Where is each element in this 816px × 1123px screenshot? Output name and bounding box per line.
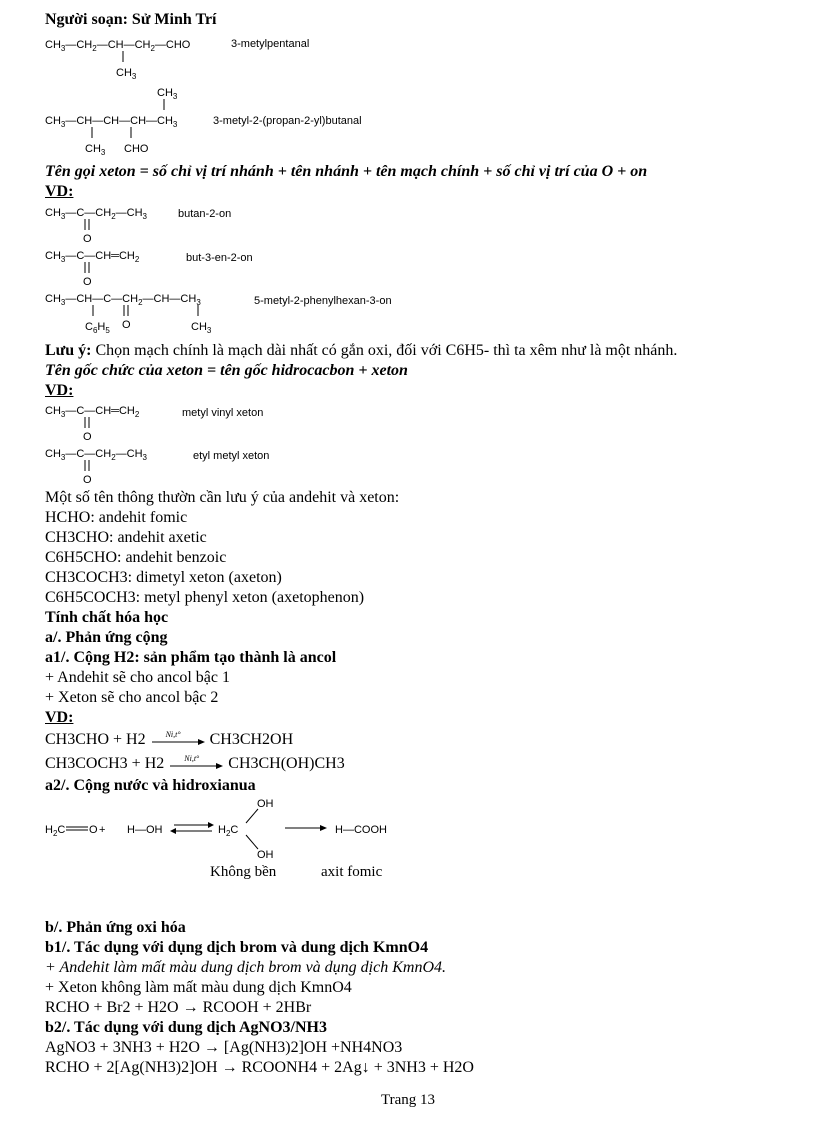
svg-text:CH3: $CH_3$ [85, 143, 106, 157]
common-names-intro: Một số tên thông thườn cần lưu ý của andehit và xeton: [45, 489, 400, 506]
b1-reaction: RCHO + Br2 + H2O → RCOOH + 2HBr [45, 999, 312, 1016]
common-name-item: CH3COCH3: dimetyl xeton (axeton) [45, 569, 282, 586]
ketone-rule: Tên gọi xeton = số chỉ vị trí nhánh + tên nhánh + tên mạch chính + số chỉ vị trí của O + on [45, 163, 648, 180]
product-formula: H—COOH [335, 824, 387, 836]
vd-label-2: VD: [45, 382, 74, 399]
radical1-name: metyl vinyl xeton [182, 407, 264, 419]
svg-text:CH3—CH2—CH—CH2—CHO: $CH_3—CH_2—CH—CH_2—CHO$ [45, 39, 191, 53]
reactant: CH3COCH3 + H2 [45, 755, 165, 772]
b1-italic-line: + Andehit làm mất màu dung dịch brom và dụng dịch KmnO4. [45, 959, 446, 976]
catalyst-label: Ni,t° [184, 754, 200, 764]
svg-text:O: O [83, 474, 92, 486]
radical-rule: Tên gốc chức của xeton = tên gốc hidrocacbon + xeton [45, 362, 408, 379]
struct2-name: 3-metyl-2-(propan-2-yl)butanal [213, 115, 362, 127]
common-name-item: HCHO: andehit fomic [45, 509, 188, 526]
vd-label-3: VD: [45, 709, 74, 726]
radical2-formula [40, 441, 200, 487]
svg-text:CH3—C—CH2—CH3: $CH_3—C—CH_2—CH_3$ [45, 207, 147, 221]
svg-text:O: O [89, 824, 98, 836]
section-b: b/. Phản ứng oxi hóa [45, 919, 186, 936]
reactant: CH3CHO + H2 [45, 731, 146, 748]
note-line [45, 341, 677, 361]
product: CH3CH2OH [209, 731, 294, 748]
section-a: a/. Phản ứng cộng [45, 629, 168, 646]
radical1-formula [40, 398, 200, 444]
unstable-label: Không bền [210, 864, 277, 880]
ketone2-name: but-3-en-2-on [186, 252, 253, 264]
svg-text:OH: OH [257, 849, 274, 861]
a1-line: + Xeton sẽ cho ancol bậc 2 [45, 689, 219, 706]
svg-text:+: + [99, 824, 106, 836]
formic-acid-label: axit fomic [321, 864, 383, 880]
svg-text:O: O [122, 319, 131, 331]
section-b2: b2/. Tác dụng với dung dịch AgNO3/NH3 [45, 1019, 327, 1036]
svg-text:CH3: $CH_3$ [157, 87, 178, 101]
common-name-item: C6H5COCH3: metyl phenyl xeton (axetophenon) [45, 589, 365, 606]
vd-label: VD: [45, 183, 74, 200]
svg-text:O: O [83, 431, 92, 443]
svg-text:O: O [83, 233, 92, 245]
ketone2-formula [40, 243, 200, 289]
reaction-arrow [168, 754, 224, 771]
a1-reaction-2 [45, 754, 345, 774]
svg-text:CH3: $CH_3$ [191, 321, 212, 335]
struct1-name: 3-metylpentanal [231, 38, 310, 50]
page-footer: Trang 13 [380, 1092, 436, 1108]
b2-reaction: RCHO + 2[Ag(NH3)2]OH → RCOONH4 + 2Ag↓ + 3NH3 + H2O [45, 1059, 474, 1076]
ketone3-formula [40, 286, 300, 338]
svg-text:CH3—CH—CH—CH—CH3: $CH_3—CH—CH—CH—CH_3$ [45, 115, 178, 129]
radical2-name: etyl metyl xeton [193, 450, 270, 462]
water-addition-scheme [40, 795, 420, 865]
svg-text:H—OH: H—OH [127, 824, 163, 836]
svg-text:OH: OH [257, 798, 274, 810]
svg-text:CH3—CH—C—CH2—CH—CH3: $CH_3—CH—C—CH_2—CH—CH_3$ [45, 293, 201, 307]
svg-text:CH3—C—CH═CH2: $CH_3—C—CH═CH_2$ [45, 405, 140, 419]
common-name-item: C6H5CHO: andehit benzoic [45, 549, 227, 566]
ketone1-formula [40, 200, 200, 246]
common-name-item: CH3CHO: andehit axetic [45, 529, 207, 546]
ketone1-name: butan-2-on [178, 208, 232, 220]
section-chem-props: Tính chất hóa học [45, 609, 169, 626]
a1-reaction-1 [45, 730, 293, 750]
author-line: Người soạn: Sử Minh Trí [45, 11, 217, 28]
ketone3-name: 5-metyl-2-phenylhexan-3-on [254, 295, 392, 307]
section-a1: a1/. Cộng H2: sản phẩm tạo thành là ancol [45, 649, 337, 666]
svg-text:H2C: $H_2C$ [218, 824, 239, 838]
section-a2: a2/. Cộng nước và hidroxianua [45, 777, 256, 794]
b2-reaction: AgNO3 + 3NH3 + H2O → [Ag(NH3)2]OH +NH4NO3 [45, 1039, 403, 1056]
catalyst-label: Ni,t° [165, 730, 181, 740]
svg-text:CH3: $CH_3$ [116, 67, 137, 81]
svg-text:CHO: CHO [124, 143, 149, 155]
svg-text:CH3—C—CH2—CH3: $CH_3—C—CH_2—CH_3$ [45, 448, 147, 462]
note-label: Lưu ý: [45, 342, 92, 359]
svg-text:CH3—C—CH═CH2: $CH_3—C—CH═CH_2$ [45, 250, 140, 264]
svg-text:C6H5: $C_6H_5$ [85, 321, 110, 335]
reaction-arrow [150, 730, 206, 747]
b1-line: + Xeton không làm mất màu dung dịch KmnO4 [45, 979, 352, 996]
svg-text:O: O [83, 276, 92, 288]
note-text: Chọn mạch chính là mạch dài nhất có gắn oxi, đối với C6H5- thì ta xêm như là một nhánh. [91, 342, 678, 359]
product: CH3CH(OH)CH3 [228, 755, 345, 772]
svg-text:H2C: $H_2C$ [45, 824, 66, 838]
a1-line: + Andehit sẽ cho ancol bậc 1 [45, 669, 230, 686]
section-b1: b1/. Tác dụng với dụng dịch brom và dung dịch KmnO4 [45, 939, 429, 956]
